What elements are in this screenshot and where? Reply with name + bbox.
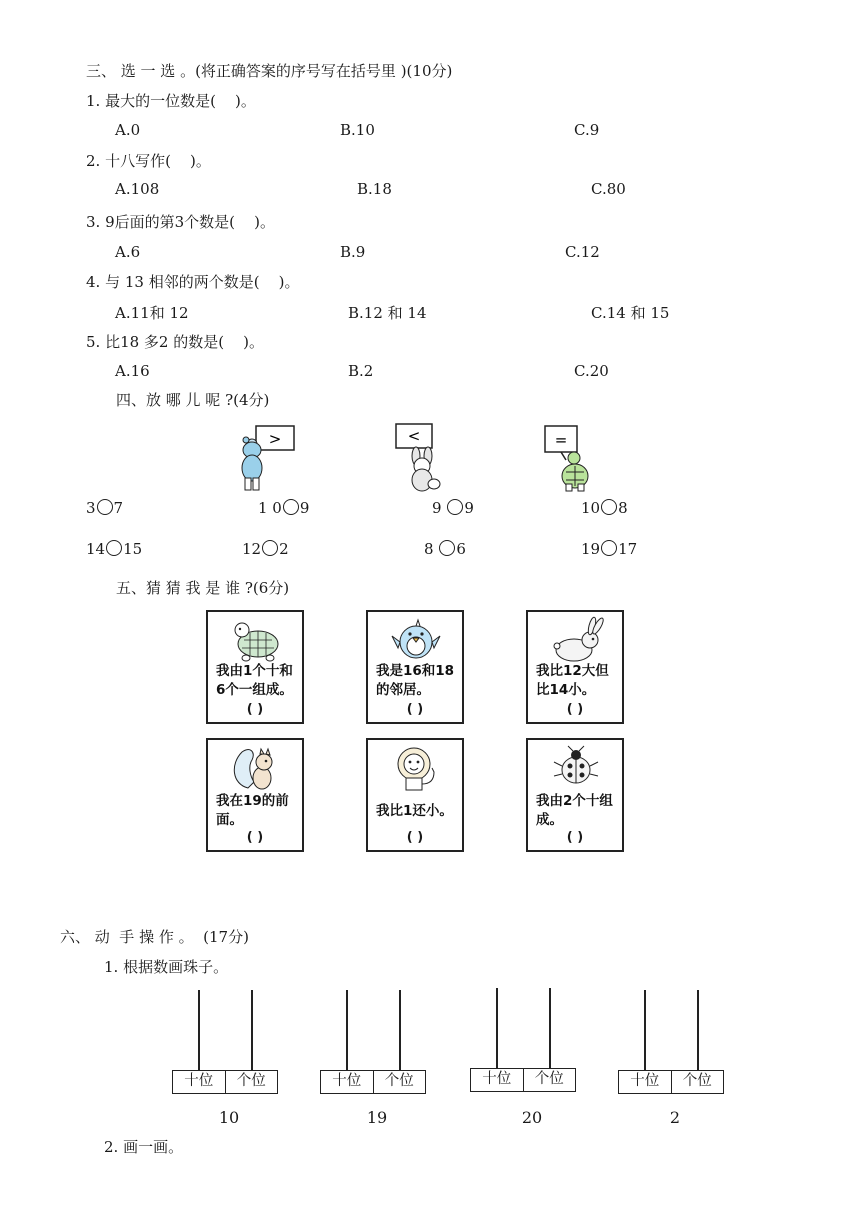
riddle-card-rabbit <box>526 610 624 724</box>
question-2: 2. 十八写作( )。 <box>86 152 211 170</box>
sign-greater: > <box>268 430 282 448</box>
q1-option-c: C.9 <box>574 121 600 139</box>
compare-left: 10 <box>581 499 601 517</box>
answer-blank[interactable]: ( ) <box>566 830 584 845</box>
turtle-sign-illustration <box>542 420 606 494</box>
tens-rod[interactable] <box>346 990 348 1072</box>
section-6-question-1: 1. 根据数画珠子。 <box>104 958 229 976</box>
answer-blank[interactable]: ( ) <box>406 830 424 845</box>
compare-circle[interactable] <box>97 499 113 515</box>
compare-circle[interactable] <box>283 499 299 515</box>
q5-option-a: A.16 <box>115 362 150 380</box>
answer-blank[interactable]: ( ) <box>566 702 584 717</box>
compare-right: 6 <box>456 540 466 558</box>
abacus[interactable] <box>618 990 726 1100</box>
section-5-title: 五、猜 猜 我 是 谁 ?(6分) <box>116 579 290 597</box>
rabbit-sign-illustration <box>392 420 456 494</box>
lion-icon <box>388 744 444 792</box>
compare-circle[interactable] <box>106 540 122 556</box>
compare-item <box>581 540 637 558</box>
compare-right: 9 <box>299 499 310 517</box>
compare-left: 14 <box>86 540 106 558</box>
q2-option-b: B.18 <box>357 180 392 198</box>
ones-rod[interactable] <box>549 988 551 1070</box>
riddle-card-lion <box>366 738 464 852</box>
compare-item <box>258 499 309 517</box>
compare-right: 15 <box>123 540 143 558</box>
compare-right: 9 <box>464 499 474 517</box>
abacus[interactable] <box>320 990 428 1100</box>
tens-label: 十位 <box>619 1071 672 1093</box>
compare-left: 3 <box>86 499 96 517</box>
compare-circle[interactable] <box>439 540 455 556</box>
q3-option-c: C.12 <box>565 243 600 261</box>
bird-icon <box>388 616 444 664</box>
tens-rod[interactable] <box>198 990 200 1072</box>
riddle-card-turtle <box>206 610 304 724</box>
riddle-text: 我比1还小。 <box>376 803 453 819</box>
compare-right: 2 <box>279 540 289 558</box>
question-5: 5. 比18 多2 的数是( )。 <box>86 333 265 351</box>
q5-option-c: C.20 <box>574 362 609 380</box>
q1-option-a: A.0 <box>115 121 141 139</box>
section-6-title: 六、 动 手 操 作 。 (17分) <box>60 928 249 946</box>
compare-circle[interactable] <box>601 540 617 556</box>
tens-label: 十位 <box>173 1071 226 1093</box>
riddle-card-bird <box>366 610 464 724</box>
abacus-number: 20 <box>521 1108 543 1127</box>
ones-rod[interactable] <box>251 990 253 1072</box>
answer-blank[interactable]: ( ) <box>246 830 264 845</box>
abacus[interactable] <box>470 988 578 1098</box>
q4-option-c: C.14 和 15 <box>591 304 670 322</box>
tens-label: 十位 <box>321 1071 374 1093</box>
section-3-title: 三、 选 一 选 。(将正确答案的序号写在括号里 )(10分) <box>86 62 453 80</box>
compare-left: 12 <box>242 540 262 558</box>
compare-item <box>424 540 466 558</box>
tens-label: 十位 <box>471 1069 524 1091</box>
question-4: 4. 与 13 相邻的两个数是( )。 <box>86 273 300 291</box>
place-value-box <box>172 1070 278 1094</box>
compare-right: 7 <box>113 499 124 517</box>
compare-item <box>432 499 474 517</box>
abacus[interactable] <box>172 990 280 1100</box>
answer-blank[interactable]: ( ) <box>406 702 424 717</box>
compare-left: 19 <box>581 540 601 558</box>
ones-label: 个位 <box>534 1071 564 1087</box>
ones-rod[interactable] <box>697 990 699 1072</box>
ones-rod[interactable] <box>399 990 401 1072</box>
abacus-number: 19 <box>366 1108 388 1127</box>
section-4-title: 四、放 哪 儿 呢 ?(4分) <box>116 391 270 409</box>
q2-option-c: C.80 <box>591 180 626 198</box>
ones-label: 个位 <box>236 1073 266 1089</box>
tens-rod[interactable] <box>496 988 498 1070</box>
riddle-text: 我由2个十组成。 <box>536 793 613 828</box>
section-6-question-2: 2. 画一画。 <box>104 1138 184 1156</box>
rabbit-icon <box>548 616 604 664</box>
ladybug-icon <box>548 744 604 792</box>
tens-rod[interactable] <box>644 990 646 1072</box>
squirrel-icon <box>228 744 284 792</box>
compare-right: 8 <box>618 499 628 517</box>
turtle-icon <box>228 616 284 664</box>
place-value-box <box>470 1068 576 1092</box>
compare-left: 9 <box>432 499 447 517</box>
abacus-number: 2 <box>669 1108 681 1127</box>
q2-option-a: A.108 <box>115 180 160 198</box>
q4-option-a: A.11和 12 <box>115 304 189 322</box>
q4-option-b: B.12 和 14 <box>348 304 427 322</box>
sign-less: < <box>407 427 421 445</box>
riddle-text: 我比12大但比14小。 <box>536 663 609 698</box>
compare-circle[interactable] <box>447 499 463 515</box>
ones-label: 个位 <box>682 1073 712 1089</box>
riddle-text: 我在19的前面。 <box>216 793 289 828</box>
compare-circle[interactable] <box>601 499 617 515</box>
riddle-card-ladybug <box>526 738 624 852</box>
compare-circle[interactable] <box>262 540 278 556</box>
place-value-box <box>320 1070 426 1094</box>
question-3: 3. 9后面的第3个数是( )。 <box>86 213 275 231</box>
q3-option-a: A.6 <box>115 243 141 261</box>
compare-item <box>242 540 289 558</box>
compare-item <box>86 540 142 558</box>
compare-item <box>86 499 123 517</box>
riddle-text: 我由1个十和6个一组成。 <box>216 663 293 698</box>
q5-option-b: B.2 <box>348 362 374 380</box>
ones-label: 个位 <box>384 1073 414 1089</box>
compare-right: 17 <box>618 540 638 558</box>
q3-option-b: B.9 <box>340 243 366 261</box>
abacus-number: 10 <box>218 1108 240 1127</box>
bear-sign-illustration <box>236 420 300 494</box>
question-1: 1. 最大的一位数是( )。 <box>86 92 256 110</box>
place-value-box <box>618 1070 724 1094</box>
compare-left: 1 0 <box>258 499 282 517</box>
answer-blank[interactable]: ( ) <box>246 702 264 717</box>
compare-item <box>581 499 628 517</box>
sign-equal: = <box>554 431 568 449</box>
riddle-card-squirrel <box>206 738 304 852</box>
riddle-text: 我是16和18的邻居。 <box>376 663 455 698</box>
q1-option-b: B.10 <box>340 121 375 139</box>
compare-left: 8 <box>424 540 439 558</box>
